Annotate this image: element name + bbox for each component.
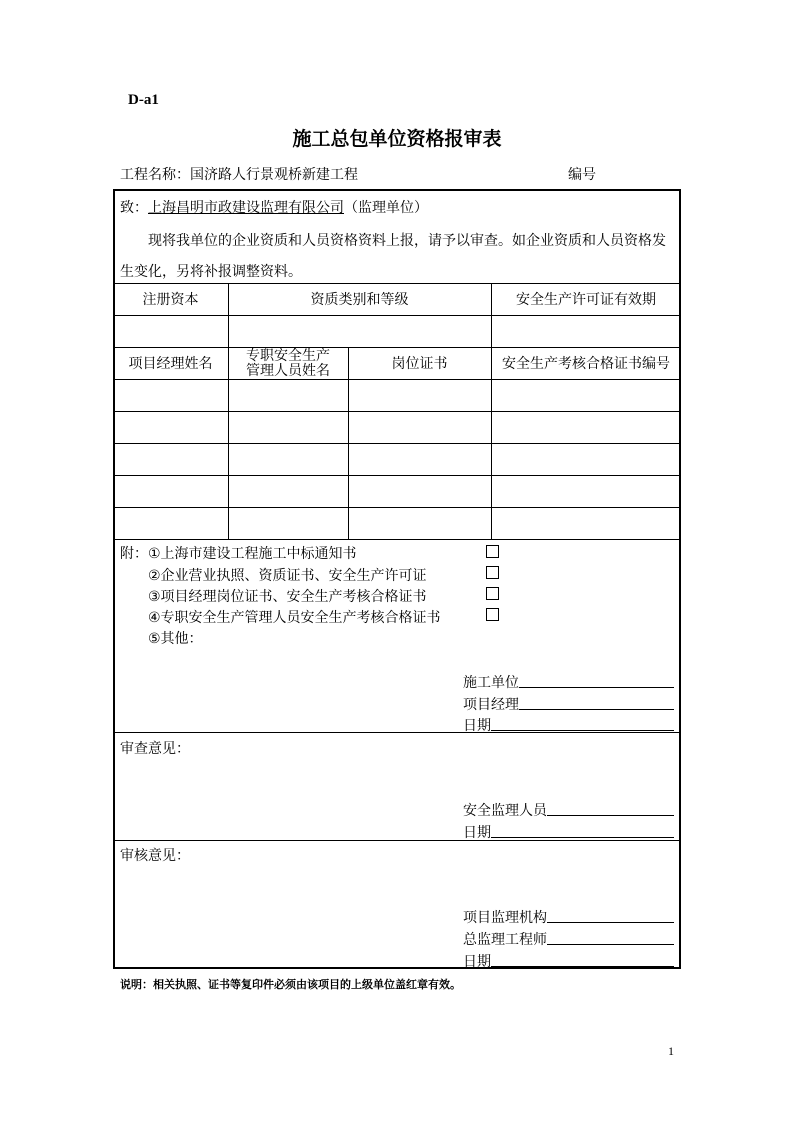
- chief-engineer-label: 总监理工程师: [463, 931, 547, 947]
- body-text-line2: 生变化，另将补报调整资料。: [120, 263, 302, 279]
- page-number: 1: [668, 1044, 674, 1058]
- to-prefix: 致：: [120, 199, 148, 215]
- footnote: 说明：相关执照、证书等复印件必须由该项目的上级单位盖红章有效。: [120, 978, 461, 991]
- attachment-item-2: ②企业营业执照、资质证书、安全生产许可证: [148, 567, 427, 583]
- header-safety-license-validity: 安全生产许可证有效期: [516, 291, 656, 307]
- supervision-org-label: 项目监理机构: [463, 909, 547, 925]
- header-safety-officer-name: [228, 347, 348, 379]
- addressee-line: [120, 197, 428, 217]
- contractor-date-line[interactable]: [491, 730, 674, 731]
- header-registered-capital: 注册资本: [142, 291, 199, 307]
- supervisor-suffix: （监理单位）: [344, 199, 428, 215]
- contractor-unit-line[interactable]: [519, 687, 674, 688]
- chief-engineer-line[interactable]: [547, 944, 674, 945]
- project-manager-label: 项目经理: [463, 696, 519, 712]
- header-safety-cert-number: 安全生产考核合格证书编号: [502, 355, 670, 371]
- audit-opinion-label: 审核意见：: [120, 847, 190, 863]
- attachment-item-4: ④专职安全生产管理人员安全生产考核合格证书: [148, 609, 441, 625]
- attachments-prefix: 附：: [120, 545, 148, 561]
- project-manager-line[interactable]: [519, 709, 674, 710]
- attachment-checkbox-3[interactable]: [486, 587, 499, 600]
- attachment-checkbox-2[interactable]: [486, 566, 499, 579]
- supervisor-company: 上海昌明市政建设监理有限公司: [148, 199, 344, 215]
- header-qualification: 资质类别和等级: [310, 291, 409, 307]
- safety-supervisor-line[interactable]: [547, 815, 674, 816]
- form-title: 施工总包单位资格报审表: [292, 128, 502, 150]
- contractor-date-label: 日期: [463, 717, 491, 733]
- review-date-label: 日期: [463, 824, 491, 840]
- review-date-line[interactable]: [491, 837, 674, 838]
- number-label: 编号: [568, 166, 596, 182]
- contractor-unit-label: 施工单位: [463, 674, 519, 690]
- body-text-line1: 现将我单位的企业资质和人员资格资料上报，请予以审查。如企业资质和人员资格发: [148, 232, 666, 248]
- document-code: D-a1: [128, 92, 159, 108]
- header-safety-officer-line1: 专职安全生产: [246, 347, 330, 363]
- attachment-item-1: ①上海市建设工程施工中标通知书: [148, 545, 357, 561]
- attachment-item-3: ③项目经理岗位证书、安全生产考核合格证书: [148, 588, 427, 604]
- project-name: 工程名称：国济路人行景观桥新建工程: [120, 166, 358, 182]
- safety-supervisor-label: 安全监理人员: [463, 802, 547, 818]
- header-safety-officer-line2: 管理人员姓名: [246, 362, 330, 378]
- review-opinion-label: 审查意见：: [120, 740, 190, 756]
- header-pm-name: 项目经理姓名: [128, 355, 213, 371]
- audit-date-label: 日期: [463, 953, 491, 969]
- audit-date-line[interactable]: [491, 966, 674, 967]
- header-post-certificate: 岗位证书: [391, 355, 448, 371]
- supervision-org-line[interactable]: [547, 922, 674, 923]
- attachment-checkbox-4[interactable]: [486, 608, 499, 621]
- attachment-item-5: ⑤其他：: [148, 630, 203, 646]
- attachment-checkbox-1[interactable]: [486, 545, 499, 558]
